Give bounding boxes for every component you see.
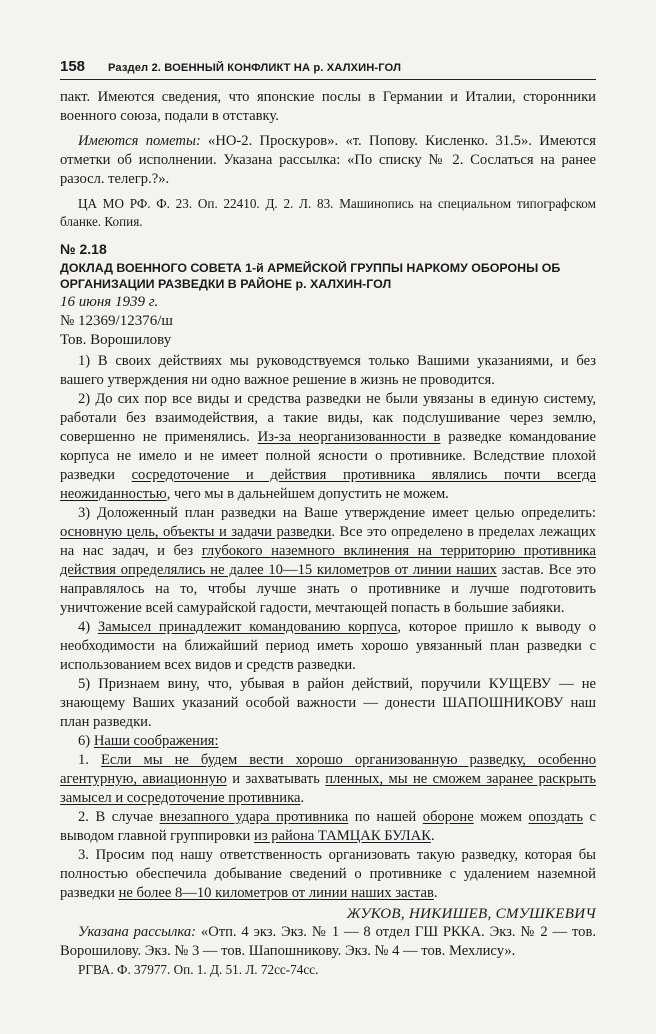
underlined-text: глубокого наземного вклинения на территорию противника действия определялись не далее 10—15 километров от линии наших [60, 543, 596, 578]
paragraph-5: 5) Признаем вину, что, убывая в район действий, поручили КУЩЕВУ — не знающему Ваших указаний особой важности — донести ШАПОШНИКОВУ наш план разведки. [60, 676, 596, 730]
paragraph-1: 1) В своих действиях мы руководствуемся только Вашими указаниями, и без вашего утверждения ни одно важное решение в жизнь не проводится. [60, 353, 596, 388]
text: . [430, 828, 435, 844]
marks-text: «НО-2. Проскуров». «т. Попову. Кисленко. 31.5». Имеются отметки об исполнении. Указана рассылка: «По списку № 2. Сослаться на ранее разосл. телегр.?». [60, 133, 596, 187]
paragraph-3 [60, 504, 596, 618]
underlined-text: пленных, мы не сможем заранее раскрыть замысел и сосредоточение противника [60, 771, 596, 806]
list-item-2 [60, 808, 596, 846]
list-item-3 [60, 846, 596, 903]
text: по нашей [348, 809, 423, 825]
text: 2) До сих пор все виды и средства разведки не были увязаны в единую систему, работали без взаимодействия, а такие виды, как подслушивание через землю, совершенно не применялись. [60, 391, 596, 445]
text: 1. [78, 752, 101, 768]
text: . [300, 790, 305, 806]
underlined-text: внезапного удара противника [159, 809, 349, 825]
text: застав. Все это направлялось на то, чтобы лучше знать о противнике и лучше подготовить уничтожение всей самурайской гадости, мечтающей попасть в большие забияки. [60, 562, 596, 616]
underlined-text: основную цель, объекты и задачи разведки [60, 524, 332, 540]
text: , чего мы в дальнейшем допустить не можем. [166, 486, 449, 502]
text: 6) [78, 733, 94, 749]
text: можем [473, 809, 529, 825]
text: 3. Просим под нашу ответственность организовать такую разведку, которая бы полностью обеспечила добывание сведений о противнике с удалением наземной разведки [60, 847, 596, 901]
text: . [433, 885, 438, 901]
marks-label: Имеются пометы: [78, 133, 201, 149]
registration-number: № 12369/12376/ш [60, 313, 173, 329]
underlined-text: Замысел принадлежит командованию корпуса [97, 619, 398, 635]
underlined-text: Если мы не будем вести хорошо организованную разведку, особенно агентурную, авиационную [60, 752, 597, 787]
running-head: Раздел 2. ВОЕННЫЙ КОНФЛИКТ НА р. ХАЛХИН-ГОЛ [108, 62, 402, 74]
paragraph-6 [60, 732, 596, 751]
text: . Все это определено в пределах лежащих на нас задач, и без [60, 524, 596, 559]
underlined-text: из района ТАМЦАК БУЛАК [254, 828, 431, 844]
text: с выводом главной группировки [60, 809, 596, 844]
list-item-1 [60, 751, 596, 808]
distribution-note [60, 923, 596, 961]
paragraph-2 [60, 390, 596, 504]
text: 4) [78, 619, 98, 635]
page-number: 158 [60, 58, 86, 75]
archive-reference: РГВА. Ф. 37977. Оп. 1. Д. 51. Л. 72сс-74сс. [78, 962, 319, 977]
distribution-text: «Отп. 4 экз. Экз. № 1 — 8 отдел ГШ РККА. Экз. № 2 — тов. Ворошилову. Экз. № 3 — тов. Шапошникову. Экз. № 4 — тов. Мехлису». [60, 924, 596, 959]
underlined-text: не более 8—10 километров от линии наших застав [118, 885, 434, 901]
text: и захватывать [226, 771, 326, 787]
previous-doc-archive: ЦА МО РФ. Ф. 23. Оп. 22410. Д. 2. Л. 83. Машинопись на специальном типографском бланке. Копия. [60, 196, 596, 229]
distribution-label: Указана рассылка: [78, 924, 197, 940]
text: 3) Доложенный план разведки на Ваше утверждение имеет целью определить: [78, 505, 596, 521]
document-number: № 2.18 [60, 241, 107, 257]
underlined-text: Наши соображения: [93, 733, 219, 749]
text: , которое пришло к выводу о необходимости на ближайший период иметь хорошо увязанный план разведки с использованием всех видов и средств разведки. [60, 619, 597, 673]
text: 2. В случае [78, 809, 160, 825]
signatures: ЖУКОВ, НИКИШЕВ, СМУШКЕВИЧ [346, 906, 596, 922]
text: разведке командование корпуса не имело и не имеет полной ясности о противнике. Вследствие плохой разведки [60, 429, 597, 483]
underlined-text: опоздать [528, 809, 583, 825]
page-header [60, 58, 596, 80]
underlined-text: сосредоточение и действия противника являлись почти всегда неожиданностью [60, 467, 597, 502]
document-date: 16 июня 1939 г. [60, 294, 159, 310]
previous-doc-marks [60, 132, 596, 189]
addressee: Тов. Ворошилову [60, 332, 172, 348]
underlined-text: обороне [422, 809, 474, 825]
document-title: ДОКЛАД ВОЕННОГО СОВЕТА 1-й АРМЕЙСКОЙ ГРУППЫ НАРКОМУ ОБОРОНЫ ОБ ОРГАНИЗАЦИИ РАЗВЕДКИ В РАЙОНЕ р. ХАЛХИН-ГОЛ [60, 261, 561, 291]
underlined-text: Из-за неорганизованности в [257, 429, 441, 445]
paragraph-4 [60, 618, 596, 675]
previous-doc-ending: пакт. Имеются сведения, что японские послы в Германии и Италии, сторонники военного союза, подали в отставку. [60, 89, 596, 124]
